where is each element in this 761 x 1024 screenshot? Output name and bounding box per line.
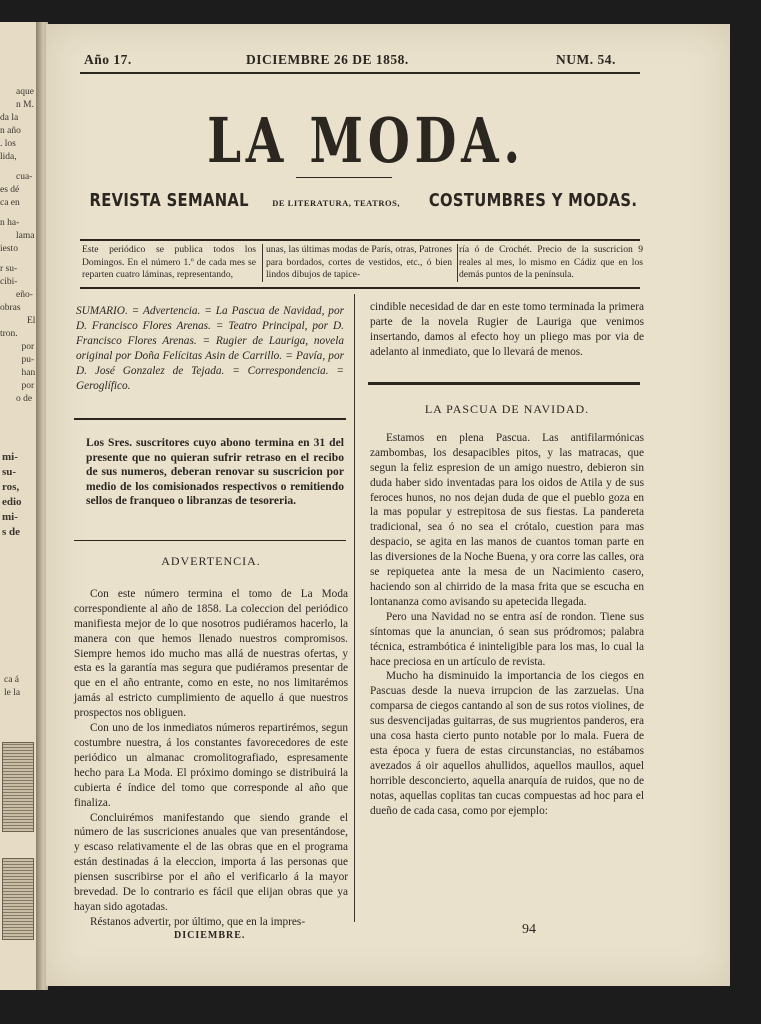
right-top-rule xyxy=(368,382,640,385)
prev-page-bold-fragment: ros, xyxy=(2,481,20,493)
prev-page-fragment: n ha- xyxy=(0,218,20,228)
notice-divider-2 xyxy=(457,244,458,282)
column-divider xyxy=(354,294,355,922)
masthead-rule xyxy=(80,72,640,74)
footer-signature: DICIEMBRE. xyxy=(174,930,246,941)
previous-page-edge xyxy=(0,22,38,990)
subscription-notice: Los Sres. suscritores cuyo abono termina en 31 del presente que no quieran sufrir retraso en el recibo de sus numeros, deberan renovar su suscricion por medio de los comisionados respectivos o remitiendo sellos de franqueo o libranzas de tesoreria. xyxy=(86,436,344,508)
prev-page-fragment: aque xyxy=(16,87,34,97)
masthead-date: DICIEMBRE 26 DE 1858. xyxy=(246,52,409,67)
prev-page-fragment: cibi- xyxy=(0,277,18,287)
prev-page-fragment: han xyxy=(21,368,36,378)
advertencia-paragraph-2: Con uno de los inmediatos números repartirémos, segun costumbre nuestra, á los constantes favorecedores de este periódico un almanac cromolitografiado, espresamente hecho para La Moda. El próximo domingo se distribuirá la cubierta é índice del tomo que corresponde al año que finaliza. xyxy=(74,722,348,809)
right-top-continuation: cindible necesidad de dar en este tomo terminada la primera parte de la novela Rugier de Lauriga que venimos insertando, damos al efecto hoy un pliego mas por via de adelanto al inmediato, que lo llevará de menos. xyxy=(370,301,644,358)
notice-col-3: ría ó de Crochét. Precio de la suscricion 9 reales al mes, lo mismo en Cádiz que en los demás puntos de la península. xyxy=(459,244,643,281)
prev-page-illustration xyxy=(2,742,34,832)
prev-page-fragment: El xyxy=(27,316,36,326)
prev-page-bold-fragment: mi- xyxy=(2,451,18,463)
newspaper-page xyxy=(46,24,730,986)
pascua-heading: LA PASCUA DE NAVIDAD. xyxy=(424,402,590,416)
masthead-number: NUM. 54. xyxy=(556,52,616,67)
subtitle-part1: REVISTA SEMANAL xyxy=(89,190,250,211)
prev-page-fragment: iesto xyxy=(0,244,18,254)
notice-top-rule xyxy=(80,239,640,241)
pascua-paragraph-2: Pero una Navidad no se entra así de rondon. Tiene sus síntomas que la anuncian, ó sean sus pródromos; palabra técnica, estrambótica é ininteligible para los mas, lo cual la hace preciosa en un artículo de revista. xyxy=(370,610,644,668)
notice-col-1: Este periódico se publica todos los Domingos. En el número 1.º de cada mes se reparten cuatro láminas, representando, xyxy=(82,244,256,281)
masthead-year: Año 17. xyxy=(84,52,132,67)
advertencia-paragraph-4: Réstanos advertir, por último, que en la impres- xyxy=(90,915,306,928)
prev-page-fragment: ca á xyxy=(4,675,20,685)
page-number: 94 xyxy=(522,922,536,937)
prev-page-fragment: por xyxy=(21,342,35,352)
prev-page-fragment: . los xyxy=(0,139,16,149)
prev-page-fragment: n año xyxy=(0,126,21,136)
sumario-rule xyxy=(74,418,346,420)
advertencia-article xyxy=(74,554,348,930)
prev-page-bold-fragment: edio xyxy=(2,496,22,508)
advertencia-heading: ADVERTENCIA. xyxy=(161,554,261,568)
notice-rule xyxy=(74,540,346,541)
prev-page-fragment: r su- xyxy=(0,264,18,274)
prev-page-fragment: por xyxy=(21,381,35,391)
prev-page-bold-fragment: su- xyxy=(2,466,17,478)
prev-page-illustration xyxy=(2,858,34,940)
advertencia-paragraph-1: Con este número termina el tomo de La Moda correspondiente al año de 1858. La coleccion del periódico manifiesta mejor de lo que nosotros pudiéramos hacerlo, la manera con que hemos llenado nuestros compromisos. Siempre hemos ido mucho mas allá de nuestras ofertas, y esta es la garantía mas segura que pudiéramos presentar de que en el año entrante, como en este, no nos limitarémos jamás al estricto cumplimiento de aquello á que nuestros prospectos nos obliguen. xyxy=(74,587,348,720)
prev-page-fragment: o de xyxy=(16,394,33,404)
prev-page-fragment: eño- xyxy=(16,290,33,300)
prev-page-fragment: ca en xyxy=(0,198,20,208)
newspaper-subtitle xyxy=(46,190,686,214)
prev-page-fragment: obras xyxy=(0,303,21,313)
sumario: SUMARIO. = Advertencia. = La Pascua de Navidad, por D. Francisco Flores Arenas. = Teatro Principal, por D. Francisco Flores Arenas. = Rugier de Lauriga, novela original por Doña Felícitas Asin de Carrillo. = Pavía, por D. José Gonzalez de Tejada. = Correspondencia. = Geroglífico. xyxy=(76,305,344,392)
prev-page-bold-fragment: s de xyxy=(2,526,21,538)
prev-page-fragment: es dé xyxy=(0,185,20,195)
prev-page-fragment: cua- xyxy=(16,172,33,182)
notice-col-2: unas, las últimas modas de París, otras, Patrones para bordados, cortes de vestidos, etc., ó bien lindos dibujos de tapice- xyxy=(266,244,452,281)
prev-page-bold-fragment: mi- xyxy=(2,511,18,523)
title-ornament-rule xyxy=(296,177,392,178)
subtitle-part3: COSTUMBRES Y MODAS. xyxy=(428,190,637,211)
notice-bottom-rule xyxy=(80,287,640,289)
prev-page-fragment: le la xyxy=(4,688,21,698)
prev-page-fragment: pu- xyxy=(21,355,35,365)
prev-page-fragment: tron. xyxy=(0,329,18,339)
prev-page-fragment: n M. xyxy=(16,100,34,110)
prev-page-fragment: lida, xyxy=(0,152,17,162)
subtitle-part2: DE LITERATURA, TEATROS, xyxy=(272,198,400,208)
notice-divider-1 xyxy=(262,244,263,282)
advertencia-paragraph-3: Concluirémos manifestando que siendo grande el número de las suscriciones anuales que van presentándose, y escaso relativamente el de las obras que en el programa están destinadas á la eleccion, importa á las personas que piensen suscribirse por el año el verificarlo á la mayor brevedad. De lo contrario es fácil que elijan obras que ya hayan sido agotadas. xyxy=(74,811,348,913)
pascua-paragraph-1: Estamos en plena Pascua. Las antifilarmónicas zambombas, los desapacibles pitos, y las matracas, que segun la feliz espresion de un amigo nuestro, debieron sin duda haber sido inventadas para los oidos de Atila y de sus feroces hunos, no nos dejan duda de que el pueblo goza en la mas popular y estrepitosa de sus fiestas. La pandereta tradicional, sea ó no sea el crótalo, cuestion para mas despacio, se agita en las manos de cuantos toman parte en las diversiones de la Noche Buena, y ora corre las calles, ora se repiquetea ante la mesa de un Nacimiento casero, haciendo son al chirrido de la masa frita que se escucha en lontananza como avisando su apetecida llegada. xyxy=(370,431,644,608)
prev-page-fragment: lama xyxy=(16,231,35,241)
pascua-paragraph-3: Mucho ha disminuido la importancia de los ciegos en Pascuas desde la nueva irrupcion de las zarzuelas. Una comparsa de ciegos cantando al son de sus rotos violines, de sus desvencijadas guitarras, de sus mugrientos panderos, era una cosa hasta cierto punto notable por lo mala. Fuera de esta época y fuera de estas circunstancias, no estábamos avezados á oir aquellos ahullidos, aquellos maullos, aquel horrible desconcierto, aquella anarquía de ruidos, que no de notas, aquellas coplitas tan cucas compuestas ad hoc para el dueño de cada casa, como por ejemplo: xyxy=(370,670,644,817)
prev-page-fragment: da la xyxy=(0,113,19,123)
newspaper-title: LA MODA. xyxy=(207,104,525,177)
pascua-article xyxy=(370,402,644,818)
